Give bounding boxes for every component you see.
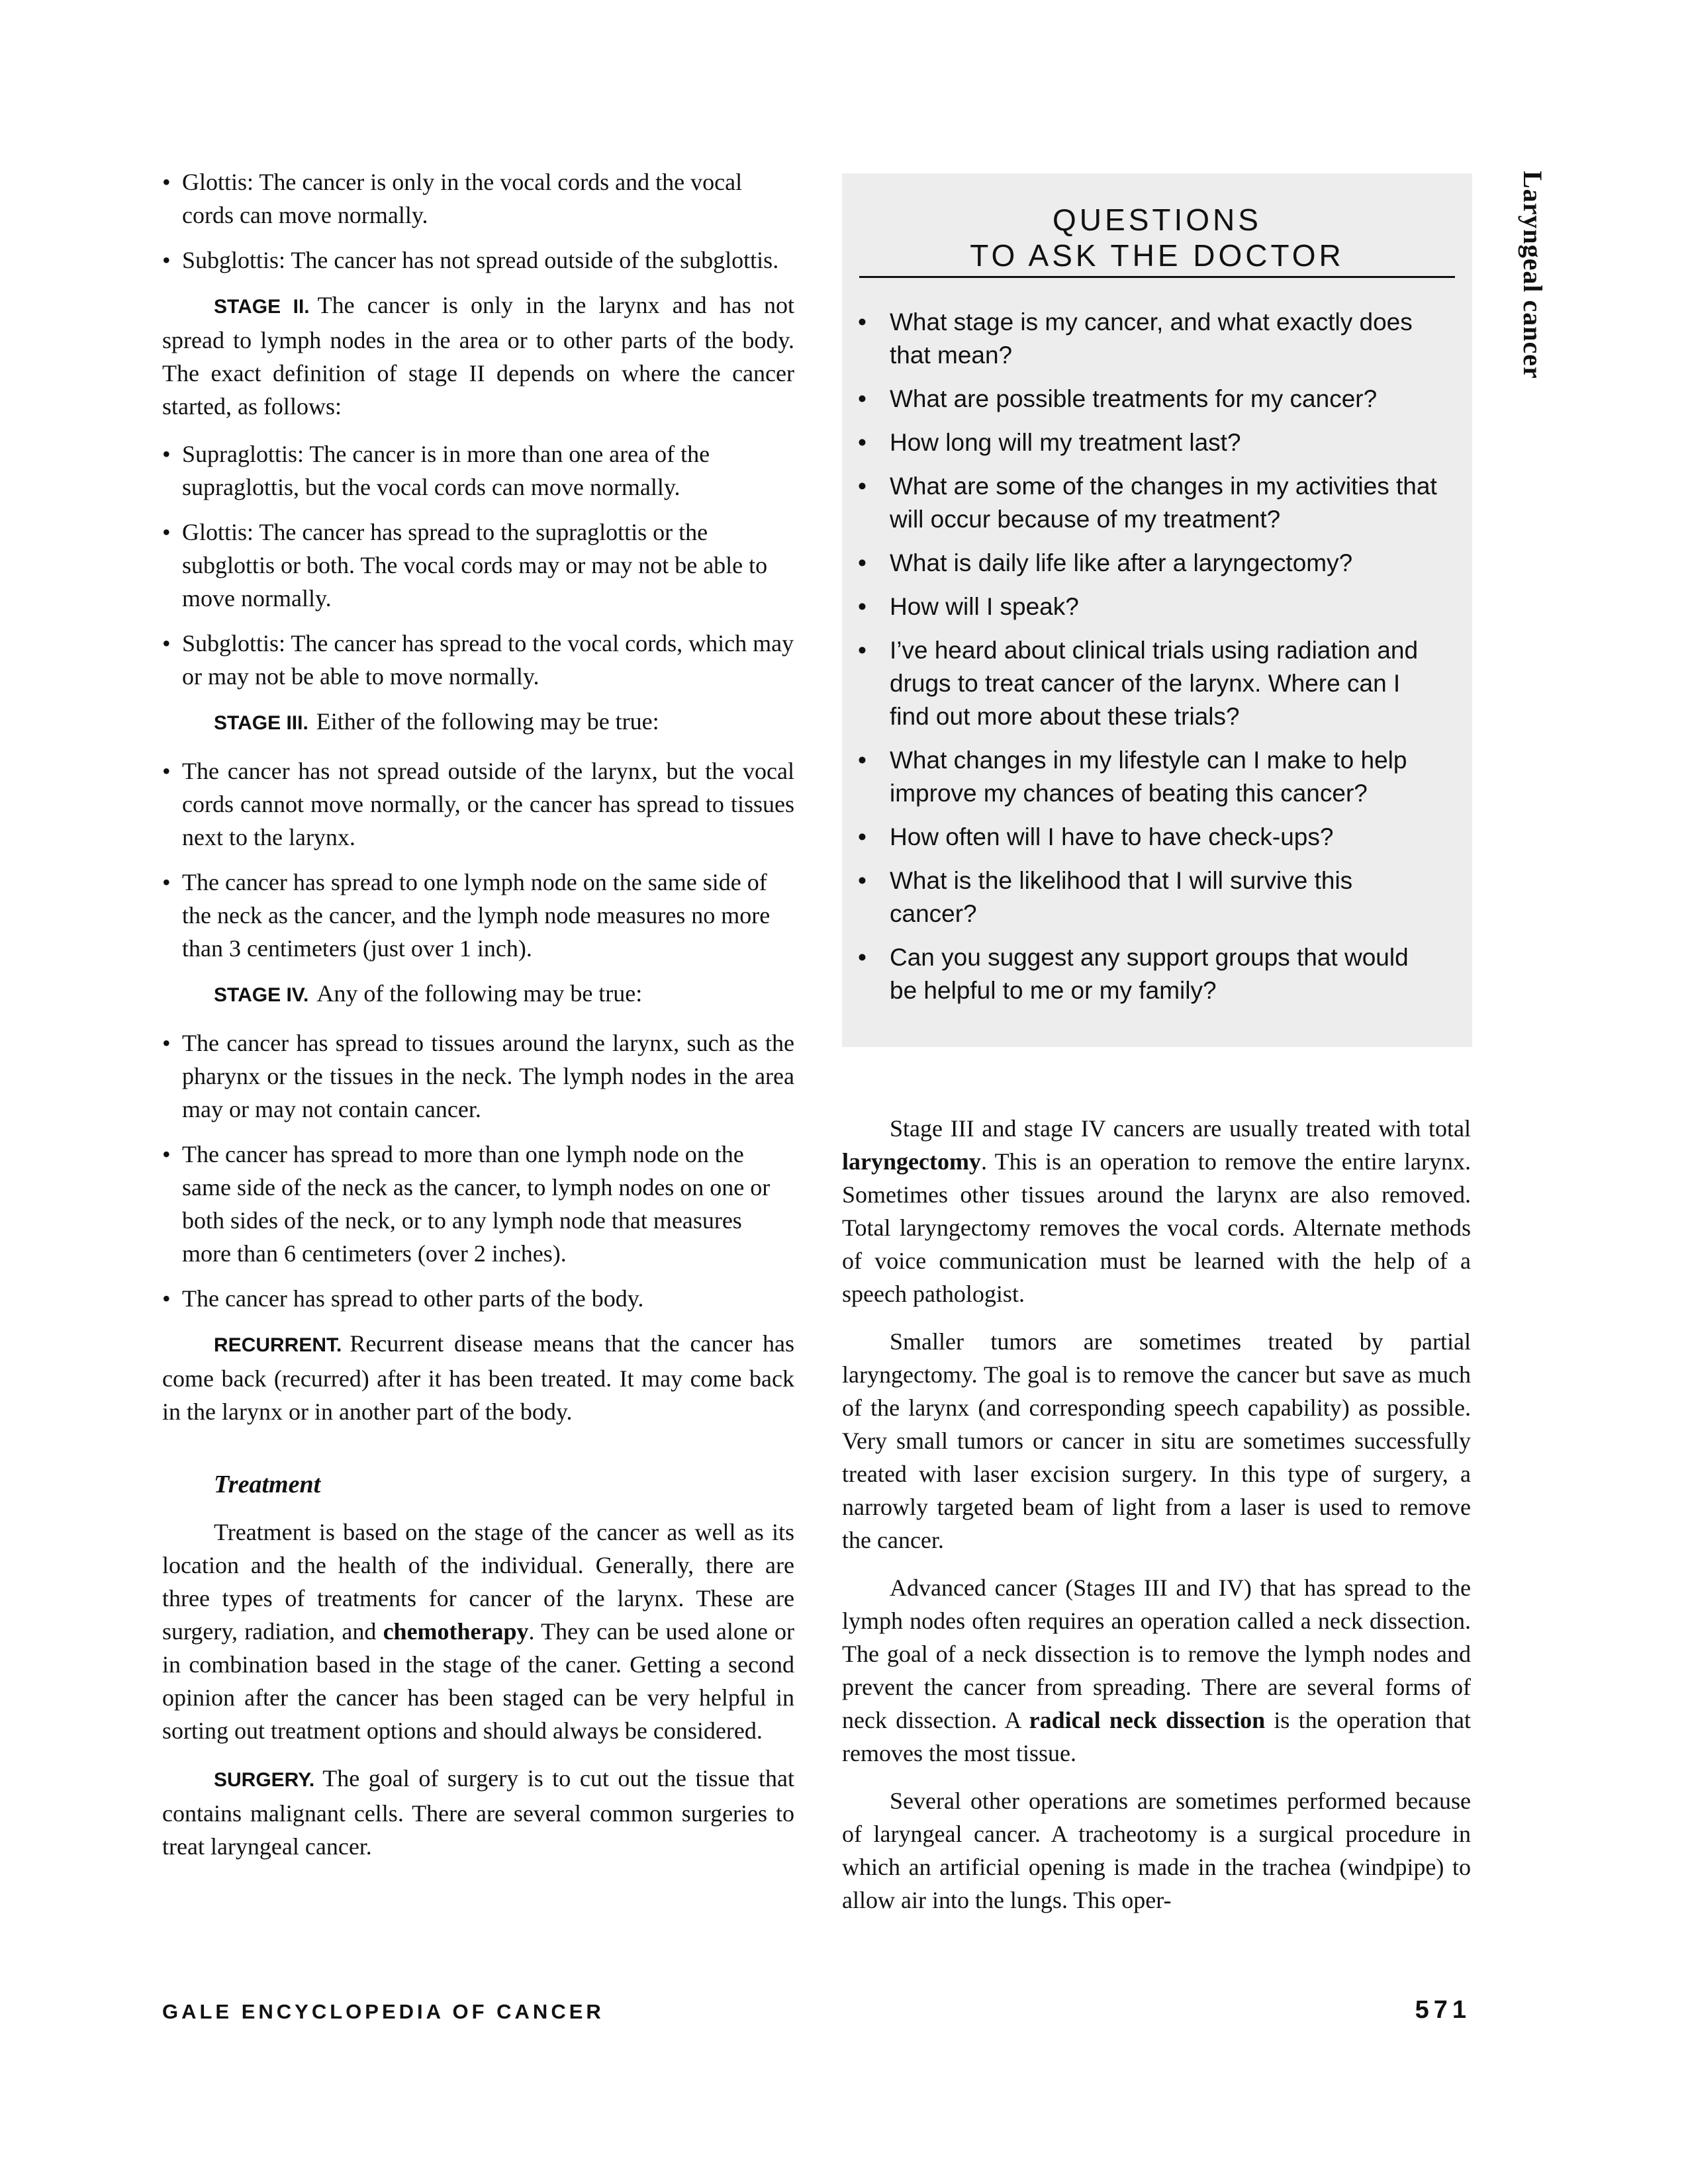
list-item: • Glottis: The cancer is only in the vocal cords and the vocal cords can move normally.	[162, 165, 794, 232]
question-item: • Can you suggest any support groups that would be helpful to me or my family?	[855, 941, 1438, 1007]
surgery-paragraph: SURGERY. The goal of surgery is to cut out the tissue that contains malignant cells. There are several common surgeries to treat laryngeal cancer.	[162, 1765, 794, 1860]
questions-sidebar-box	[842, 173, 1472, 1047]
surgery-label: SURGERY.	[214, 1769, 315, 1791]
side-running-head: Laryngeal cancer	[1518, 171, 1548, 379]
box-title-line-1: QUESTIONS	[1053, 203, 1262, 237]
questions-list	[855, 306, 1438, 1018]
box-title-rule	[859, 276, 1455, 278]
list-item: • The cancer has spread to one lymph node on the same side of the neck as the cancer, and the lymph node measures no more than 3 centimeters (just over 1 inch).	[162, 866, 794, 965]
paragraph-laryngectomy: Stage III and stage IV cancers are usually treated with total laryngectomy. This is an operation to remove the entire larynx. Sometimes other tissues around the larynx are also removed. Total laryngectomy removes the vocal cords. Alternate methods of voice communication must be learned with the help of a speech pathologist.	[842, 1115, 1471, 1307]
list-item: • The cancer has spread to more than one lymph node on the same side of the neck as the cancer, to lymph nodes on one or both sides of the neck, or to any lymph node that measures more than 6 centimeters (over 2 inches).	[162, 1138, 794, 1270]
footer-publication: GALE ENCYCLOPEDIA OF CANCER	[162, 2000, 604, 2023]
question-item: • What is the likelihood that I will survive this cancer?	[855, 864, 1438, 931]
list-item: • Supraglottis: The cancer is in more than one area of the supraglottis, but the vocal cords can move normally.	[162, 437, 794, 504]
stage-ii-label: STAGE II.	[214, 296, 310, 318]
recurrent-paragraph: RECURRENT. Recurrent disease means that the cancer has come back (recurred) after it has been treated. It may come back in the larynx or in another part of the body.	[162, 1330, 794, 1425]
stage-ii-paragraph: STAGE II. The cancer is only in the larynx and has not spread to lymph nodes in the area or to other parts of the body. The exact definition of stage II depends on where the cancer started, as follows:	[162, 292, 794, 420]
question-item: • What stage is my cancer, and what exactly does that mean?	[855, 306, 1438, 372]
page-number: 571	[1415, 1996, 1471, 2024]
treatment-paragraph: Treatment is based on the stage of the cancer as well as its location and the health of the individual. Generally, there are three types of treatments for cancer of the larynx. These are surgery, radiation, and chemotherapy. They can be used alone or in combination based in the stage of the caner. Getting a second opinion after the cancer has been staged can be very helpful in sorting out treatment options and should always be considered.	[162, 1519, 795, 1744]
question-item: • How will I speak?	[855, 590, 1438, 623]
box-title-line-2: TO ASK THE DOCTOR	[970, 238, 1344, 273]
list-item: • The cancer has not spread outside of the larynx, but the vocal cords cannot move normally, or the cancer has spread to tissues next to the larynx.	[162, 754, 794, 854]
left-column	[162, 165, 794, 1878]
stage-iii-paragraph: STAGE III. Either of the following may be true:	[214, 708, 659, 735]
paragraph-partial-laryngectomy: Smaller tumors are sometimes treated by partial laryngectomy. The goal is to remove the cancer but save as much of the larynx (and corresponding speech capability) as possible. Very small tumors or cancer in situ are sometimes successfully treated with laser excision surgery. In this type of surgery, a narrowly targeted beam of light from a laser is used to remove the cancer.	[842, 1328, 1471, 1553]
term-radical-neck-dissection: radical neck dissection	[1029, 1707, 1266, 1733]
question-item: • What are possible treatments for my cancer?	[855, 383, 1438, 416]
question-item: • What is daily life like after a laryngectomy?	[855, 547, 1438, 580]
section-heading-treatment: Treatment	[214, 1471, 321, 1498]
paragraph-neck-dissection: Advanced cancer (Stages III and IV) that has spread to the lymph nodes often requires an operation called a neck dissection. The goal of a neck dissection is to remove the lymph nodes and prevent the cancer from spreading. There are several forms of neck dissection. A radical neck dissection is the operation that removes the most tissue.	[842, 1574, 1471, 1766]
question-item: • How long will my treatment last?	[855, 426, 1438, 459]
question-item: • I’ve heard about clinical trials using radiation and drugs to treat cancer of the larynx. Where can I find out more about these trials?	[855, 634, 1438, 733]
list-item: • Subglottis: The cancer has spread to the vocal cords, which may or may not be able to move normally.	[162, 627, 794, 693]
list-item: • Subglottis: The cancer has not spread outside of the subglottis.	[162, 244, 794, 277]
list-item: • Glottis: The cancer has spread to the supraglottis or the subglottis or both. The vocal cords may or may not be able to move normally.	[162, 516, 794, 615]
question-item: • What changes in my lifestyle can I make to help improve my chances of beating this cancer?	[855, 744, 1438, 810]
recurrent-label: RECURRENT.	[214, 1334, 342, 1356]
list-item: • The cancer has spread to other parts of the body.	[162, 1282, 794, 1315]
question-item: • What are some of the changes in my activities that will occur because of my treatment?	[855, 470, 1438, 536]
stage-iv-paragraph: STAGE IV. Any of the following may be true:	[214, 980, 643, 1007]
stage-iii-label: STAGE III.	[214, 712, 308, 734]
stage-iv-label: STAGE IV.	[214, 984, 309, 1006]
right-column	[842, 1112, 1471, 1931]
question-item: • How often will I have to have check-ups?	[855, 821, 1438, 854]
list-item: • The cancer has spread to tissues around the larynx, such as the pharynx or the tissues in the neck. The lymph nodes in the area may or may not contain cancer.	[162, 1026, 794, 1126]
term-chemotherapy: chemotherapy	[383, 1618, 529, 1645]
paragraph-tracheotomy: Several other operations are sometimes performed because of laryngeal cancer. A tracheotomy is a surgical procedure in which an artificial opening is made in the trachea (windpipe) to allow air into the lungs. This oper-	[842, 1788, 1471, 1913]
term-laryngectomy: laryngectomy	[842, 1148, 981, 1175]
